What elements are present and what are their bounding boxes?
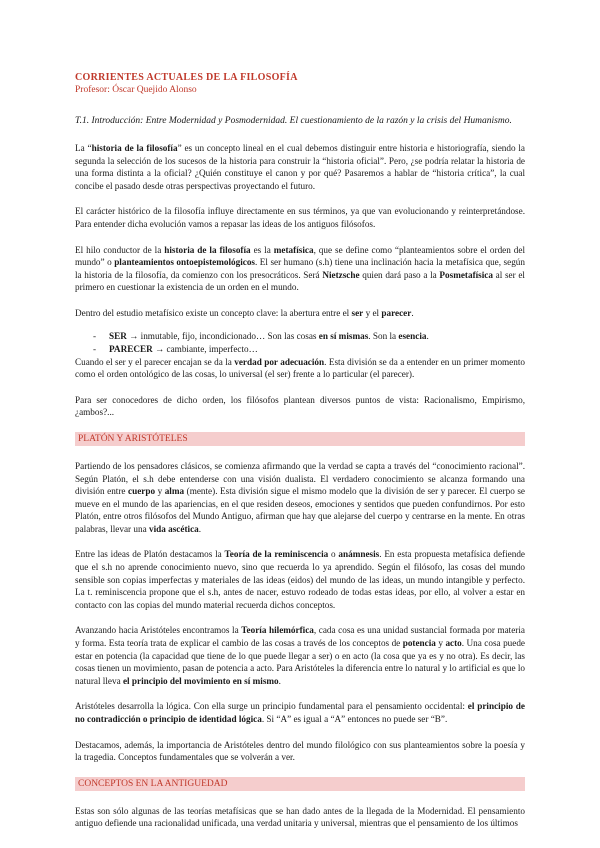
section-heading-platon-aristoteles: PLATÓN Y ARISTÓTELES xyxy=(75,432,525,446)
paragraph: Entre las ideas de Platón destacamos la Teoría de la reminiscencia o anámnesis. En esta propuesta metafísica defiende que el s.h no aprende conocimiento nuevo, sino que recuerda lo ya aprendido. Según el filósofo, las cosas del mundo sensible son copias imperfectas y materiales de las ideas (eidos) del mundo de las ideas, un mundo intangible y perfecto. La t. reminiscencia propone que el s.h, antes de nacer, estuvo rodeado de todas estas ideas, por ello, al volver a estar en contacto con las copias del mundo material recuerda dichos conceptos. xyxy=(75,549,525,610)
paragraph: El carácter histórico de la filosofía influye directamente en sus términos, ya que van evolucionando y reinterpretándose. Para entender dicha evolución vamos a repasar las ideas de los antiguos filósofos. xyxy=(75,206,525,229)
topic-heading: T.1. Introducción: Entre Modernidad y Posmodernidad. El cuestionamiento de la razón y la crisis del Humanismo. xyxy=(75,116,512,126)
paragraph: El hilo conductor de la historia de la filosofía es la metafísica, que se define como “planteamientos sobre el orden del mundo” o planteamientos ontoepistemológicos. El ser humano (s.h) tiene una inclinación hacia la metafísica que, según la historia de la filosofía, da comienzo con los presocráticos. Será Nietzsche quien dará paso a la Posmetafísica al ser el primero en cuestionar la existencia de un orden en el mundo. xyxy=(75,244,526,293)
paragraph: Estas son sólo algunas de las teorías metafísicas que se han dado antes de la llegada de la Modernidad. El pensamiento antiguo defiende una racionalidad unificada, una verdad unitaria y universal, mientras que el pensamiento de los últimos xyxy=(75,805,525,829)
paragraph: Dentro del estudio metafísico existe un concepto clave: la abertura entre el ser y el parecer. xyxy=(75,307,414,318)
paragraph: Partiendo de los pensadores clásicos, se comienza afirmando que la verdad se capta a través del “conocimiento racional”. Según Platón, el s.h debe entenderse con una visión dualista. El verdadero conocimiento se alcanza formando una división entre cuerpo y alma (mente). Esta división sigue el mismo modelo que la división de ser y parecer. El cuerpo se mueve en el mundo de las apariencias, en el que residen deseos, emociones y sentidos que pueden confundirnos. Por esto Platón, entre otros filósofos del Mundo Antiguo, afirman que hay que alejarse del cuerpo y centrarse en la mente. En otras palabras, llevar una vida ascética. xyxy=(75,460,525,534)
list-item: - SER → inmutable, fijo, incondicionado… Son las cosas en sí mismas. Son la esencia. xyxy=(75,330,525,343)
list-item: - PARECER → cambiante, imperfecto… xyxy=(75,343,525,356)
document-title: CORRIENTES ACTUALES DE LA FILOSOFÍA xyxy=(75,72,298,83)
definition-list xyxy=(75,330,525,356)
document-author: Profesor: Óscar Quejido Alonso xyxy=(75,85,197,95)
paragraph: Avanzando hacia Aristóteles encontramos la Teoría hilemórfica, cada cosa es una unidad sustancial formada por materia y forma. Esta teoría trata de explicar el cambio de las cosas a través de los conceptos de potencia y acto. Una cosa puede estar en potencia (la capacidad que tiene de lo que puede llegar a ser) o en acto (la cosa que ya es y no otra). Es decir, las cosas tienen un movimiento, pasan de potencia a acto. Para Aristóteles la diferencia entre lo natural y lo artificial es que lo natural lleva el principio del movimiento en sí mismo. xyxy=(75,625,526,686)
paragraph: Para ser conocedores de dicho orden, los filósofos plantean diversos puntos de vista: Racionalismo, Empirismo, ¿ambos?... xyxy=(75,394,525,418)
paragraph: Cuando el ser y el parecer encajan se da la verdad por adecuación. Esta división se da a entender en un primer momento como el orden ontológico de las cosas, lo universal (el ser) frente a lo particular (el parecer). xyxy=(75,356,526,380)
paragraph: Aristóteles desarrolla la lógica. Con ella surge un principio fundamental para el pensamiento occidental: el principio de no contradicción o principio de identidad lógica. Si “A” es igual a “A” entonces no puede ser “B”. xyxy=(75,701,525,724)
section-heading-antiguedad: CONCEPTOS EN LA ANTIGUEDAD xyxy=(75,777,525,791)
paragraph: Destacamos, además, la importancia de Aristóteles dentro del mundo filológico con sus planteamientos sobre la poesía y la tragedia. Conceptos fundamentales que se volverán a ver. xyxy=(75,739,525,763)
paragraph: La “historia de la filosofía” es un concepto lineal en el cual debemos distinguir entre historia e historiografía, siendo la segunda la selección de los sucesos de la historia para construir la “historia oficial”. Pero, ¿se podría relatar la historia de una forma distinta a la oficial? ¿Quién constituye el canon y por qué? Pasaremos a hablar de “historia crítica”, la cual concibe el pasado desde otras perspectivas proyectando el futuro. xyxy=(75,143,525,191)
